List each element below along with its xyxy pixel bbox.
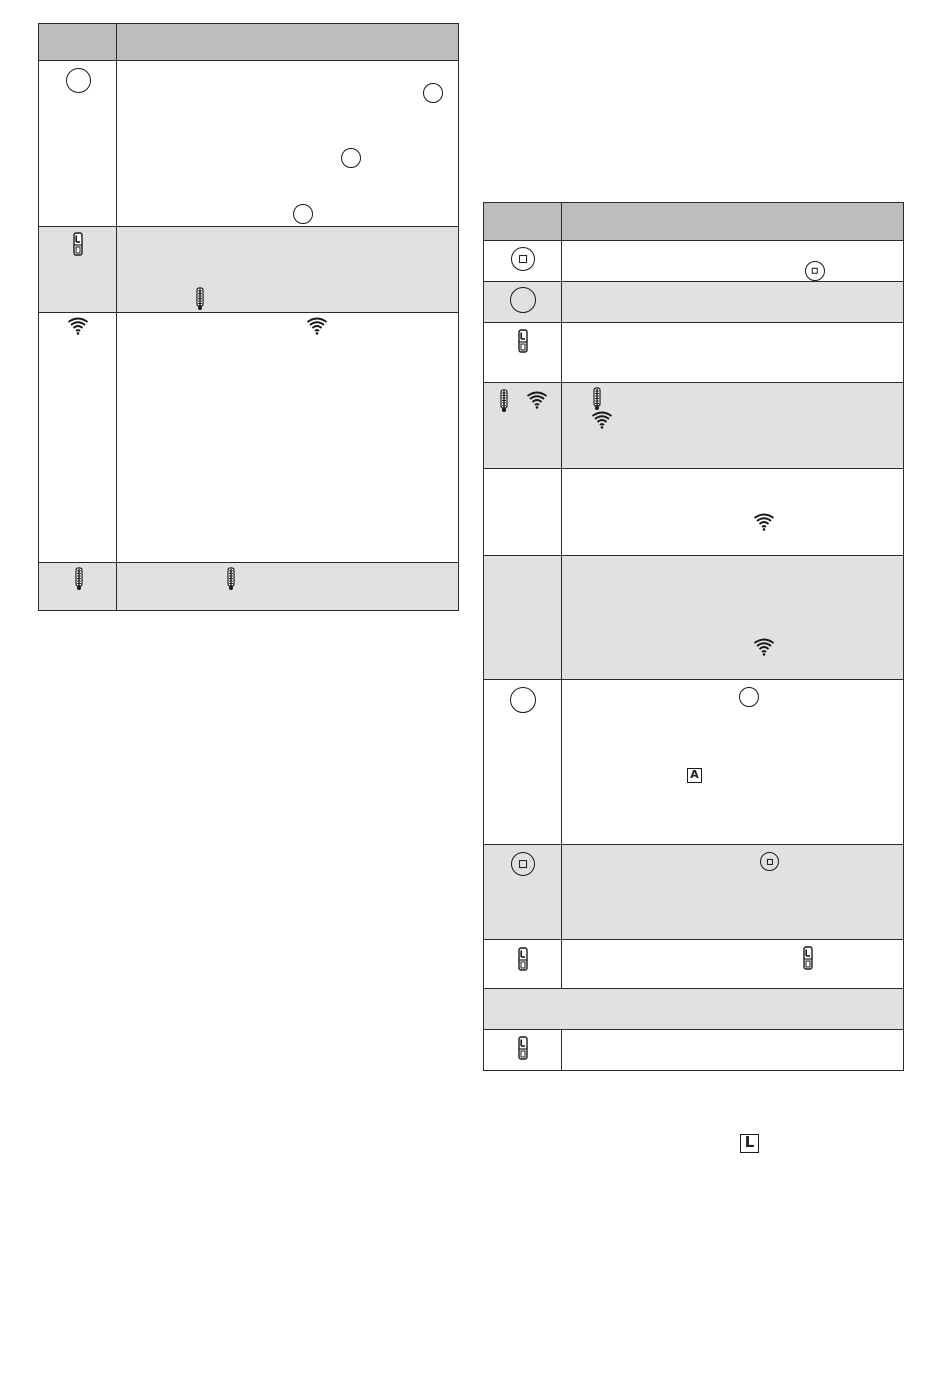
thermometer-icon [499, 389, 509, 413]
symbol-cell [39, 61, 117, 227]
description-cell [117, 563, 459, 611]
table-row [484, 556, 904, 680]
symbol-cell [484, 282, 562, 323]
symbol-cell [484, 845, 562, 940]
table-header-row [484, 203, 904, 241]
lock-icon [72, 231, 84, 257]
symbol-cell [484, 241, 562, 282]
table-row [39, 563, 459, 611]
lock-icon [802, 945, 814, 971]
section-row-cell [484, 989, 904, 1030]
boxed-a-icon: A [687, 768, 702, 783]
circle-icon [293, 204, 313, 224]
table-row [484, 680, 904, 845]
symbol-cell [39, 313, 117, 563]
header-cell-symbol [484, 203, 562, 241]
thermometer-icon [74, 567, 84, 591]
table-row [39, 227, 459, 313]
table-header-row [39, 24, 459, 61]
description-cell [562, 845, 904, 940]
header-cell-description [117, 24, 459, 61]
thermometer-icon [592, 387, 602, 411]
wifi-signal-icon [753, 513, 775, 531]
lock-icon [517, 328, 529, 354]
symbol-cell [484, 1030, 562, 1071]
circle-icon [66, 68, 91, 93]
circle-square-icon [805, 261, 825, 281]
description-cell [562, 323, 904, 383]
description-cell [562, 282, 904, 323]
description-cell [117, 313, 459, 563]
table-row [484, 241, 904, 282]
lock-icon [517, 1035, 529, 1061]
wifi-signal-icon [306, 317, 328, 335]
table-row [484, 282, 904, 323]
circle-square-icon [511, 852, 535, 876]
symbol-cell [484, 469, 562, 556]
table-row [484, 845, 904, 940]
description-cell [562, 1030, 904, 1071]
header-cell-description [562, 203, 904, 241]
right-function-table [483, 202, 904, 1071]
symbol-cell [484, 556, 562, 680]
description-cell [562, 556, 904, 680]
symbol-cell [39, 227, 117, 313]
symbol-cell [484, 383, 562, 469]
description-cell [562, 241, 904, 282]
boxed-l-icon: L [740, 1134, 759, 1153]
table-row [39, 313, 459, 563]
circle-icon [739, 687, 759, 707]
circle-square-icon [760, 852, 779, 871]
table-row [484, 940, 904, 989]
symbol-cell [484, 680, 562, 845]
table-row [484, 469, 904, 556]
description-cell [562, 680, 904, 845]
symbol-cell [484, 940, 562, 989]
thermometer-icon [195, 287, 205, 311]
table-row [484, 383, 904, 469]
table-row [484, 323, 904, 383]
circle-icon [510, 687, 536, 713]
description-cell [562, 469, 904, 556]
left-function-table [38, 23, 459, 611]
table-row [39, 61, 459, 227]
circle-square-icon [511, 247, 535, 271]
header-cell-symbol [39, 24, 117, 61]
circle-icon [510, 287, 536, 313]
table-row [484, 989, 904, 1030]
circle-icon [341, 148, 361, 168]
wifi-signal-icon [753, 638, 775, 656]
symbol-cell [484, 323, 562, 383]
wifi-signal-icon [526, 391, 548, 409]
table-row [484, 1030, 904, 1071]
wifi-signal-icon [67, 317, 89, 335]
symbol-cell [39, 563, 117, 611]
description-cell [562, 940, 904, 989]
circle-icon [423, 83, 443, 103]
description-cell [562, 383, 904, 469]
description-cell [117, 227, 459, 313]
thermometer-icon [226, 567, 236, 591]
lock-icon [517, 946, 529, 972]
description-cell [117, 61, 459, 227]
wifi-signal-icon [591, 411, 613, 429]
